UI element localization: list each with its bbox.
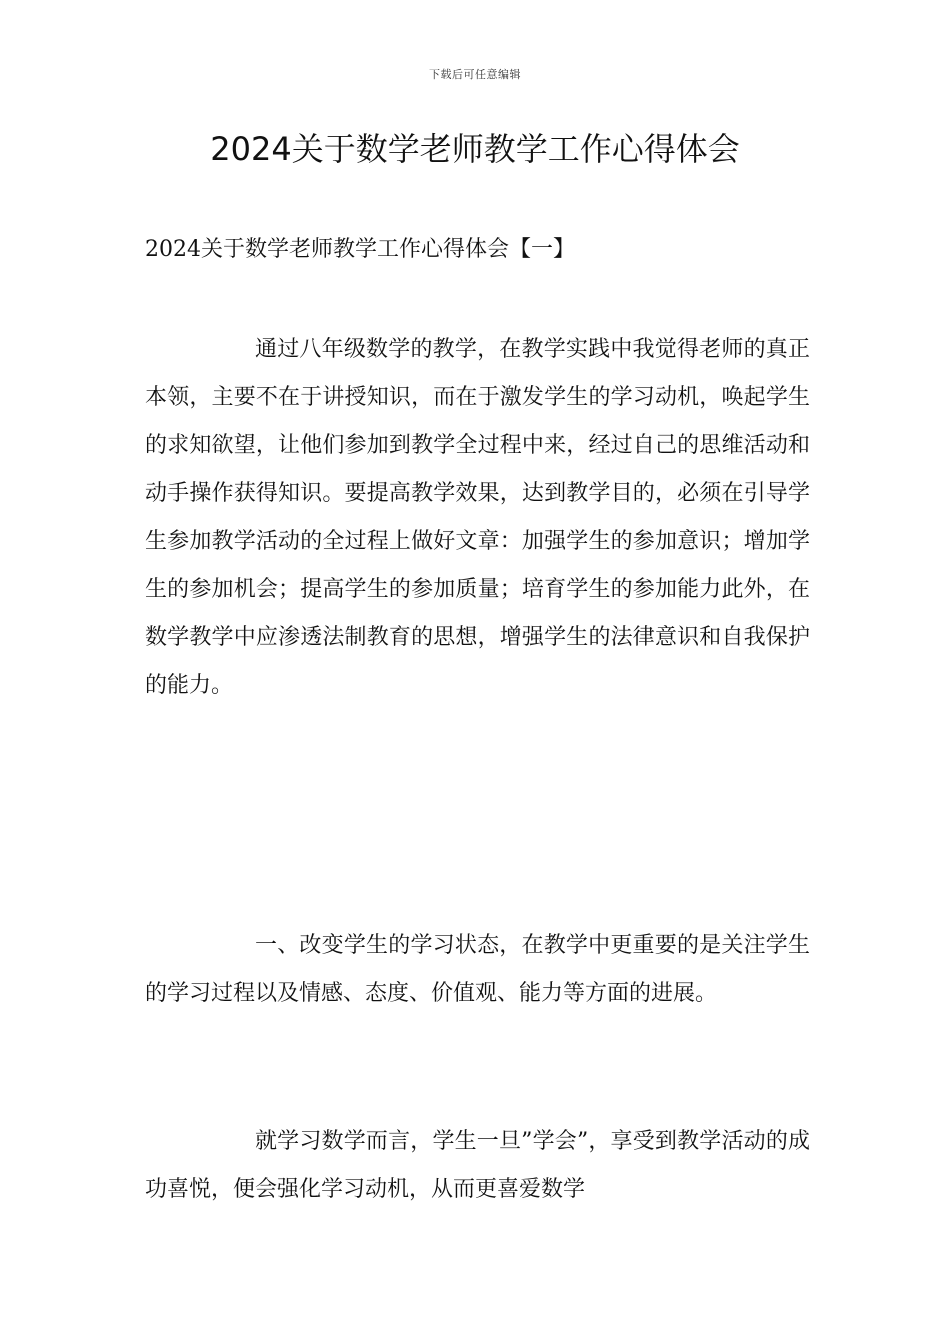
section-heading: 2024关于数学老师教学工作心得体会【一】 [145,237,575,262]
paragraph-1: 通过八年级数学的教学，在教学实践中我觉得老师的真正本领，主要不在于讲授知识，而在于激发学生的学习动机，唤起学生的求知欲望，让他们参加到教学全过程中来，经过自己的思维活动和动手操作获得知识。要提高教学效果，达到教学目的，必须在引导学生参加教学活动的全过程上做好文章：加强学生的参加意识；增加学生的参加机会；提高学生的参加质量；培育学生的参加能力此外，在数学教学中应渗透法制教育的思想，增强学生的法律意识和自我保护的能力。 [145,337,810,698]
document-title: 2024关于数学老师教学工作心得体会 [210,130,740,168]
paragraph-2: 一、改变学生的学习状态，在教学中更重要的是关注学生的学习过程以及情感、态度、价值观、能力等方面的进展。 [145,933,810,1006]
paragraph-3: 就学习数学而言，学生一旦”学会”，享受到教学活动的成功喜悦，便会强化学习动机，从而更喜爱数学 [145,1129,810,1202]
header-note: 下载后可任意编辑 [429,68,521,81]
